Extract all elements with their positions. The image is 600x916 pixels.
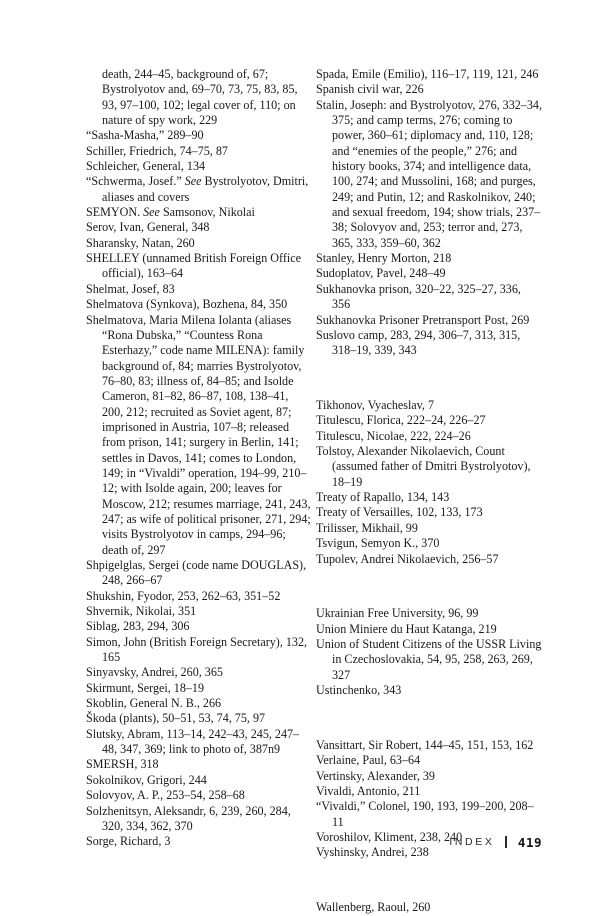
index-entry: Sorge, Richard, 3 — [86, 834, 171, 849]
running-footer — [449, 834, 542, 850]
index-entry: Sukhanovka prison, 320–22, 325–27, 336, 356 — [316, 281, 521, 312]
index-column-left — [86, 67, 312, 850]
index-entry: Titulescu, Florica, 222–24, 226–27 — [316, 413, 486, 428]
index-entry: Stanley, Henry Morton, 218 — [316, 251, 452, 266]
index-entry: Shelmatova, Maria Milena Iolanta (aliases “Rona Dubska,” “Countess Rona Esterhazy,” code name MILENA): family background of, 84; marries Bystrolyotov, 76–80, 83; illness of, 84–85; and Isolde Cameron, 81–82, 86–87, 108, 138–41, 200, 212; recruited as Soviet agent, 87; imprisoned in Austria, 107–8; released from prison, 141; surgery in Berlin, 141; settles in Davos, 141; comes to London, 149; in “Vivaldi” operation, 194–99, 210–12; with Isolde again, 200; leaves for Moscow, 212; resumes marriage, 241, 243, 247; as wife of political prisoner, 271, 294; visits Bystrolyotov in camps, 294–96; death of, 297 — [86, 312, 311, 557]
index-entry: Trilisser, Mikhail, 99 — [316, 520, 418, 535]
index-entry: Shelmat, Josef, 83 — [86, 281, 175, 296]
index-entry: Suslovo camp, 283, 294, 306–7, 313, 315, 318–19, 339, 343 — [316, 327, 521, 358]
index-entry: Skoblin, General N. B., 266 — [86, 696, 222, 711]
index-entry: Union of Student Citizens of the USSR Living in Czechoslovakia, 54, 95, 258, 263, 269, 327 — [316, 637, 542, 682]
index-entry: Union Miniere du Haut Katanga, 219 — [316, 621, 497, 636]
index-entry: Verlaine, Paul, 63–64 — [316, 753, 421, 768]
index-entry: Simon, John (British Foreign Secretary), 132, 165 — [86, 634, 308, 665]
letter-group-gap — [316, 579, 542, 594]
letter-group-gap — [316, 371, 542, 386]
index-entry: Solzhenitsyn, Aleksandr, 6, 239, 260, 284, 320, 334, 362, 370 — [86, 803, 291, 833]
index-entry: Tolstoy, Alexander Nikolaevich, Count (assumed father of Dmitri Bystrolyotov), 18–19 — [316, 444, 531, 489]
footer-divider — [505, 836, 507, 848]
index-entry: SHELLEY (unnamed British Foreign Office official), 163–64 — [86, 251, 301, 281]
index-entry: Tsvigun, Semyon K., 370 — [316, 536, 440, 551]
index-entry: Shvernik, Nikolai, 351 — [86, 604, 197, 619]
index-entry: Sudoplatov, Pavel, 248–49 — [316, 266, 446, 281]
index-entry: Serov, Ivan, General, 348 — [86, 220, 210, 235]
index-entry: Treaty of Rapallo, 134, 143 — [316, 490, 450, 505]
index-entry: Schiller, Friedrich, 74–75, 87 — [86, 143, 228, 158]
section-label: INDEX — [449, 836, 495, 848]
index-entry: SEMYON. See Samsonov, Nikolai — [86, 205, 255, 220]
index-entry: Sokolnikov, Grigori, 244 — [86, 772, 207, 787]
index-entry: Ustinchenko, 343 — [316, 683, 402, 698]
index-entry: Spada, Emile (Emilio), 116–17, 119, 121, 246 — [316, 67, 539, 81]
index-entry: Stalin, Joseph: and Bystrolyotov, 276, 332–34, 375; and camp terms, 276; coming to power, 360–61; diplomacy and, 110, 128; and “enemies of the people,” 276; and history books, 374; and intelligence data, 100, 274; and Mussolini, 168; and purges, 249; and Putin, 12; and Raskolnikov, 240; and sexual freedom, 194; show trials, 237–38; Solovyov and, 253; terror and, 273, 365, 333, 359–60, 362 — [316, 97, 542, 250]
index-entry: Skirmunt, Sergei, 18–19 — [86, 680, 205, 695]
index-entry: Shpigelglas, Sergei (code name DOUGLAS), 248, 266–67 — [86, 558, 307, 588]
index-entry: Solovyov, A. P., 253–54, 258–68 — [86, 788, 245, 803]
index-entry: Sukhanovka Prisoner Pretransport Post, 269 — [316, 312, 530, 327]
index-entry: Sharansky, Natan, 260 — [86, 235, 195, 250]
index-entry: Spanish civil war, 226 — [316, 82, 424, 97]
index-entry: Vertinsky, Alexander, 39 — [316, 768, 435, 783]
index-entry: “Sasha-Masha,” 289–90 — [86, 128, 204, 143]
index-entry: Wallenberg, Raoul, 260 — [316, 900, 431, 915]
page-number: 419 — [517, 834, 542, 850]
index-entry: Schleicher, General, 134 — [86, 159, 206, 174]
index-entry: Vansittart, Sir Robert, 144–45, 151, 153, 162 — [316, 737, 534, 752]
index-entry: SMERSH, 318 — [86, 757, 159, 772]
index-entry: Vyshinsky, Andrei, 238 — [316, 845, 429, 860]
index-entry: Slutsky, Abram, 113–14, 242–43, 245, 247–48, 347, 369; link to photo of, 387n9 — [86, 726, 300, 757]
index-entry: death, 244–45, background of, 67; Bystrolyotov and, 69–70, 73, 75, 83, 85, 93, 97–100, 102; legal cover of, 110; on nature of spy work, 229 — [102, 67, 298, 128]
index-entry: Treaty of Versailles, 102, 133, 173 — [316, 505, 483, 520]
index-entry: Sinyavsky, Andrei, 260, 365 — [86, 665, 223, 680]
index-entry: Shukshin, Fyodor, 253, 262–63, 351–52 — [86, 588, 281, 603]
index-column-right — [316, 67, 542, 916]
index-entry: Tupolev, Andrei Nikolaevich, 256–57 — [316, 551, 499, 566]
index-entry: Siblag, 283, 294, 306 — [86, 619, 190, 634]
index-entry: Voroshilov, Kliment, 238, 240 — [316, 830, 463, 845]
index-entry: Titulescu, Nicolae, 222, 224–26 — [316, 428, 471, 443]
index-entry: Škoda (plants), 50–51, 53, 74, 75, 97 — [86, 711, 266, 726]
index-entry: “Vivaldi,” Colonel, 190, 193, 199–200, 208–11 — [316, 799, 534, 829]
index-entry: “Schwerma, Josef.” See Bystrolyotov, Dmitri, aliases and covers — [86, 174, 309, 204]
letter-group-gap — [316, 873, 542, 888]
index-entry: Vivaldi, Antonio, 211 — [316, 784, 421, 798]
index-entry: Ukrainian Free University, 96, 99 — [316, 606, 479, 621]
index-entry: Tikhonov, Vyacheslav, 7 — [316, 398, 435, 413]
letter-group-gap — [316, 711, 542, 726]
index-entry: Shelmatova (Synkova), Bozhena, 84, 350 — [86, 297, 288, 312]
